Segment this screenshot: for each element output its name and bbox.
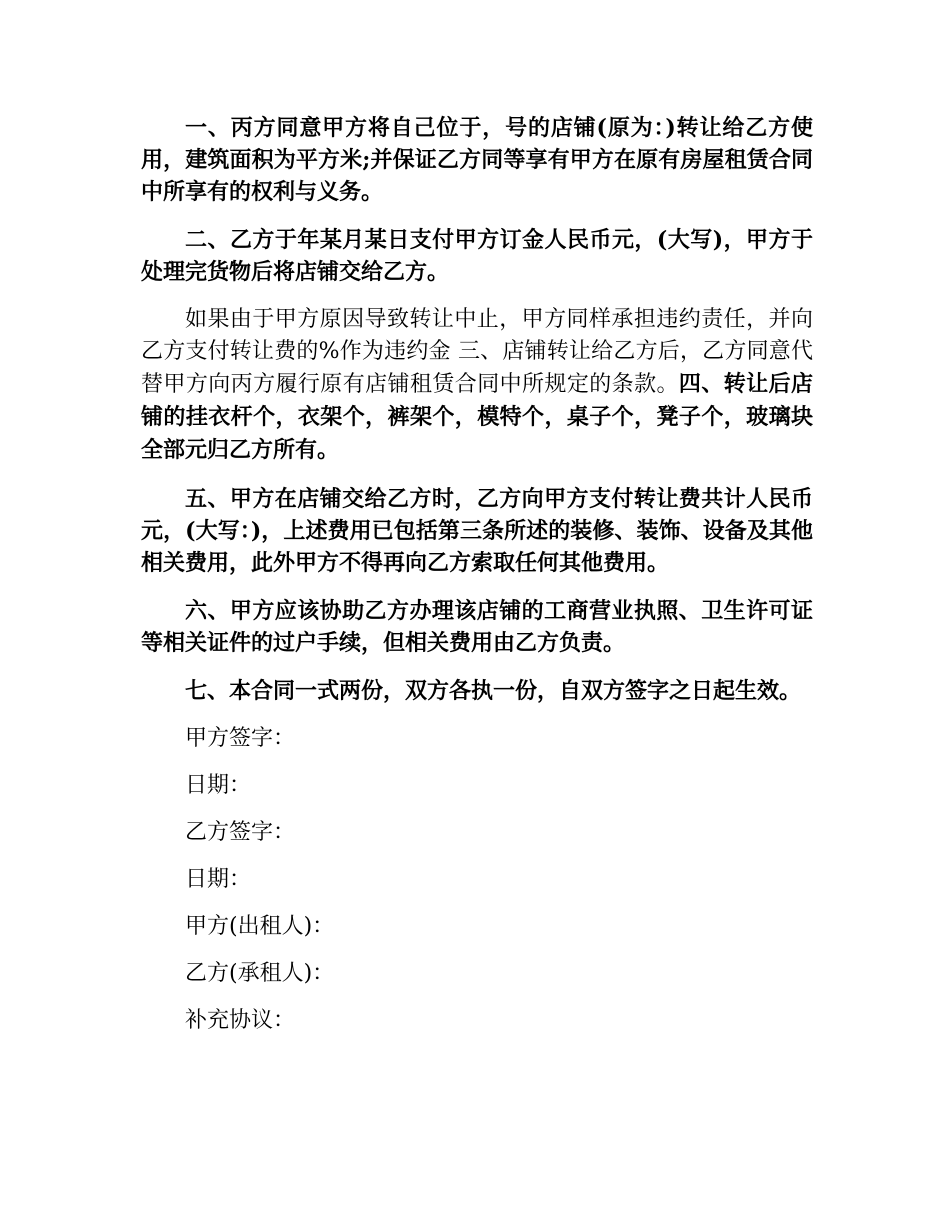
clause-4-text: 四、转让后店铺的挂衣杆个，衣架个，裤架个，模特个，桌子个，凳子个，玻璃块全部元归乙方所有。 bbox=[141, 371, 813, 463]
supplementary-agreement-label: 补充协议： bbox=[185, 1008, 296, 1033]
contract-page bbox=[141, 112, 813, 1052]
clause-7: 七、本合同一式两份，双方各执一份，自双方签字之日起生效。 bbox=[185, 678, 802, 704]
clause-3-text: 如果由于甲方原因导致转让中止，甲方同样承担违约责任，并向乙方支付转让费的%作为违约金 三、店铺转让给乙方后，乙方同意代替甲方向丙方履行原有店铺租赁合同中所规定的条款。 bbox=[141, 307, 813, 397]
signature-block bbox=[141, 723, 813, 1052]
clause-2: 二、乙方于年某月某日支付甲方订金人民币元，(大写)，甲方于处理完货物后将店铺交给乙方。 bbox=[141, 227, 813, 285]
clause-5: 五、甲方在店铺交给乙方时，乙方向甲方支付转让费共计人民币元，(大写：)，上述费用已包括第三条所述的装修、装饰、设备及其他相关费用，此外甲方不得再向乙方索取任何其他费用。 bbox=[141, 486, 813, 576]
party-b-signature-label: 乙方签字： bbox=[185, 820, 296, 845]
date-label-1: 日期： bbox=[185, 773, 252, 798]
lessor-label: 甲方(出租人)： bbox=[185, 914, 335, 939]
clause-3-paragraph bbox=[141, 304, 813, 467]
lessee-label: 乙方(承租人)： bbox=[185, 961, 335, 986]
clause-1: 一、丙方同意甲方将自己位于，号的店铺(原为：)转让给乙方使用，建筑面积为平方米;并保证乙方同等享有甲方在原有房屋租赁合同中所享有的权利与义务。 bbox=[141, 115, 813, 205]
date-label-2: 日期： bbox=[185, 867, 252, 892]
party-a-signature-label: 甲方签字： bbox=[185, 726, 296, 751]
clause-6: 六、甲方应该协助乙方办理该店铺的工商营业执照、卫生许可证等相关证件的过户手续，但相关费用由乙方负责。 bbox=[141, 598, 813, 656]
